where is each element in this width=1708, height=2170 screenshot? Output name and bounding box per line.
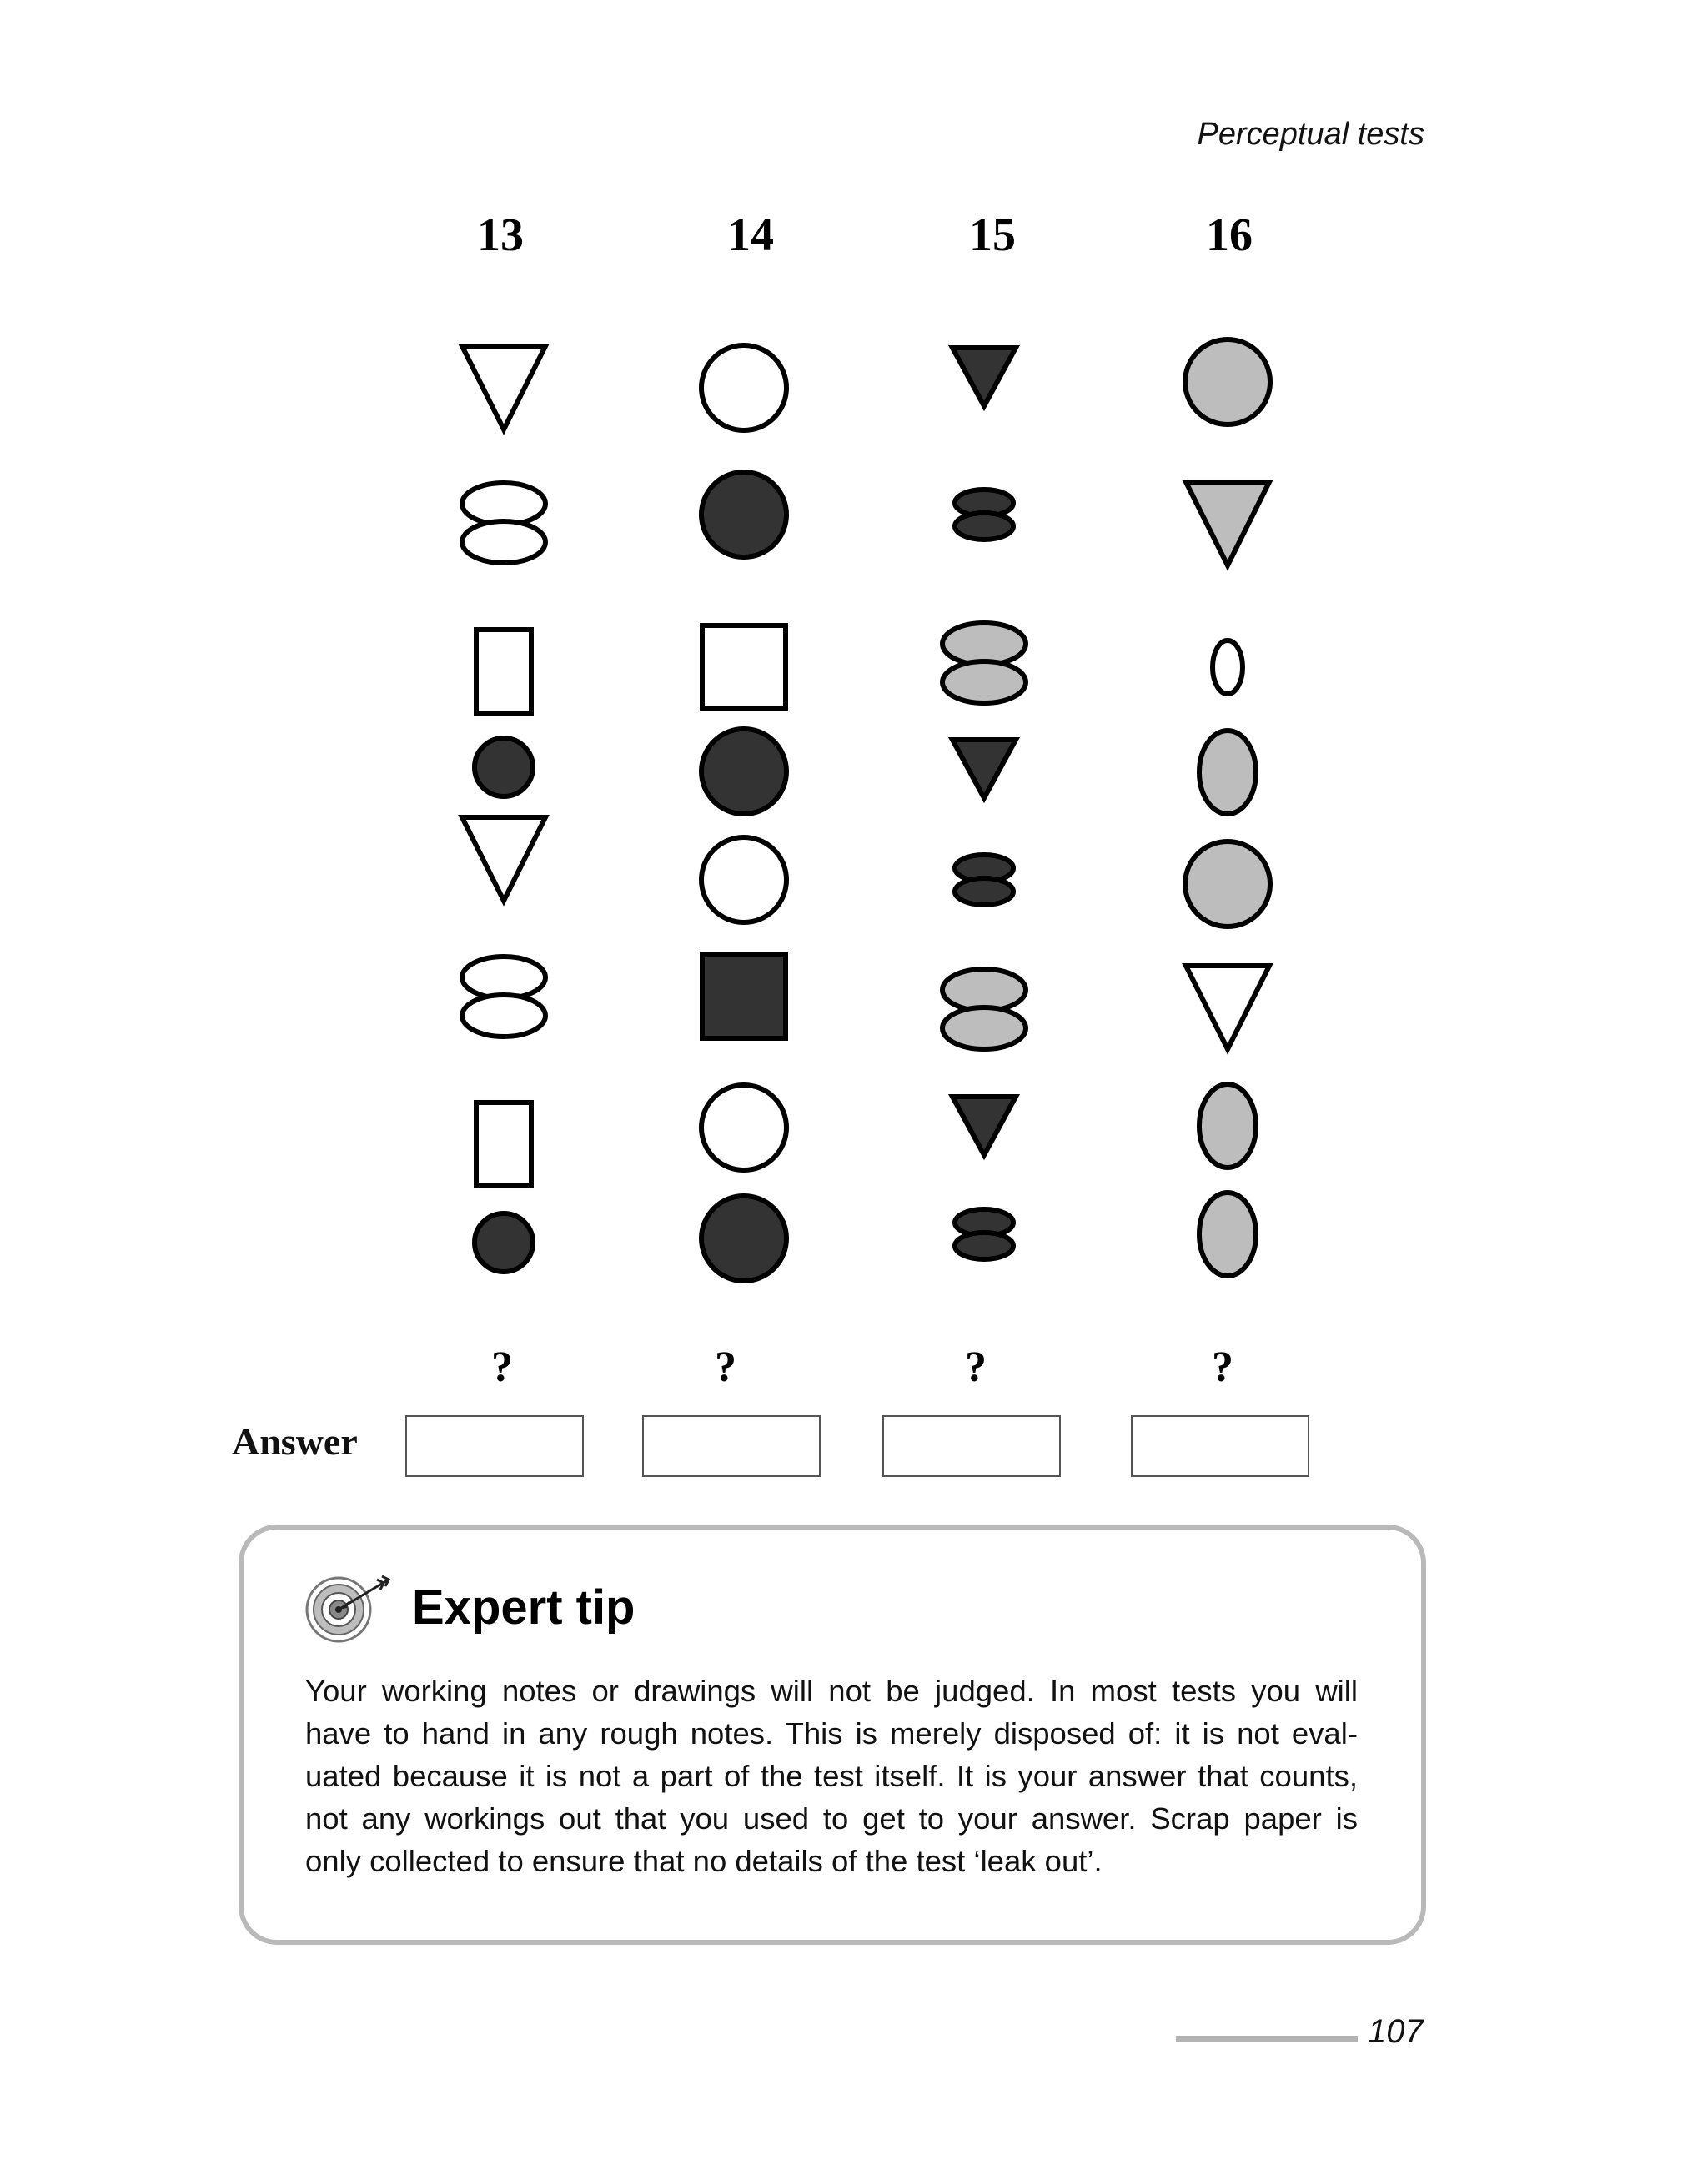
shape-ellipse-grey [1199, 1193, 1256, 1276]
question-number-13: 13 [477, 209, 524, 261]
shape-ellipse-grey [1199, 731, 1256, 814]
expert-tip-line: Your working notes or drawings will not be judged. In most tests you will [305, 1674, 1358, 1708]
shape-square-dark [702, 955, 786, 1038]
shape-double-ellipse-dark [955, 855, 1013, 905]
expert-tip-text [305, 1670, 1358, 1882]
expert-tip-line: only collected to ensure that no details of the test ‘leak out’. [305, 1844, 1103, 1878]
answer-box-16[interactable] [1131, 1415, 1309, 1477]
target-arrow-icon [300, 1570, 400, 1645]
shape-triangle-down-dark [952, 1097, 1016, 1155]
shape-circle-dark [475, 738, 533, 796]
shape-triangle-down-white [462, 817, 545, 901]
shape-circle-grey [1185, 339, 1270, 424]
expert-tip-title: Expert tip [412, 1580, 635, 1635]
shape-rectangle-white [476, 630, 531, 713]
shape-triangle-down-white [462, 346, 545, 429]
sequence-14 [701, 345, 786, 1281]
expert-tip-line: have to hand in any rough notes. This is merely disposed of: it is not eval- [305, 1716, 1358, 1751]
shape-square-white [702, 625, 786, 709]
shape-double-ellipse-dark [955, 490, 1013, 540]
answer-box-13[interactable] [405, 1415, 584, 1477]
shape-triangle-down-white [1186, 966, 1269, 1049]
sequence-13 [462, 346, 545, 1272]
running-head: Perceptual tests [1197, 117, 1424, 152]
shape-circle-dark [701, 472, 786, 557]
question-number-15: 15 [969, 209, 1016, 261]
shape-ellipse-small-white [1213, 640, 1243, 694]
question-number-16: 16 [1206, 209, 1253, 261]
answer-label: Answer [232, 1420, 358, 1463]
shape-double-ellipse-white [462, 957, 545, 1037]
sequence-16 [1185, 339, 1270, 1276]
folio-rule [1176, 2036, 1358, 2042]
page-number: 107 [1368, 2013, 1424, 2050]
expert-tip-line: uated because it is not a part of the test itself. It is your answer that counts, [305, 1759, 1358, 1793]
shape-circle-white [701, 837, 786, 922]
question-mark-15: ? [965, 1344, 987, 1391]
shape-circle-dark [701, 729, 786, 814]
shape-circle-white [701, 345, 786, 430]
sequence-15 [942, 348, 1026, 1259]
expert-tip-line: not any workings out that you used to get to your answer. Scrap paper is [305, 1801, 1358, 1836]
shape-circle-dark [701, 1196, 786, 1281]
shape-triangle-down-grey [1186, 482, 1269, 565]
shape-double-ellipse-grey [942, 623, 1026, 703]
shape-rectangle-white [476, 1103, 531, 1186]
shape-ellipse-grey [1199, 1084, 1256, 1168]
shape-circle-grey [1185, 841, 1270, 927]
answer-box-14[interactable] [642, 1415, 821, 1477]
shape-double-ellipse-white [462, 483, 545, 563]
shape-triangle-down-dark [952, 740, 1016, 798]
question-mark-13: ? [491, 1344, 513, 1391]
question-number-14: 14 [727, 209, 774, 261]
question-mark-14: ? [715, 1344, 736, 1391]
shape-triangle-down-dark [952, 348, 1016, 406]
shape-double-ellipse-grey [942, 969, 1026, 1049]
question-mark-16: ? [1212, 1344, 1233, 1391]
shape-double-ellipse-dark [955, 1209, 1013, 1259]
answer-box-15[interactable] [882, 1415, 1061, 1477]
shape-circle-white [701, 1085, 786, 1170]
shape-circle-dark [475, 1213, 533, 1272]
